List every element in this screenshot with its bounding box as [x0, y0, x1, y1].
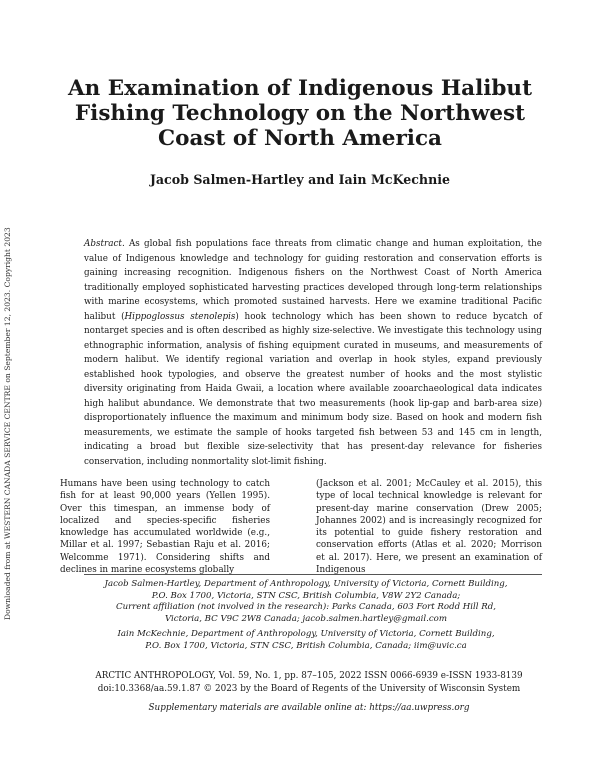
journal-citation-line-1: ARCTIC ANTHROPOLOGY, Vol. 59, No. 1, pp. 87–105, 2022 ISSN 0066-6939 e-ISSN 1933-8139 — [95, 671, 523, 681]
affiliation-salmen-hartley — [86, 579, 526, 625]
article-title — [60, 76, 540, 151]
abstract-text-part-2: ) hook technology which has been shown to reduce bycatch of nontarget species and is often described as highly size-selective. We investigate this technology using ethnographic information, analysis of fishing equipment curated in museums, and measurements of modern halibut. We identify regional variation and overlap in hook styles, expand previously established hook typologies, and observe the greatest number of hooks and the most stylistic diversity originating from Haida Gwaii, a location where available zooarchaeological data indicates high halibut abundance. We demonstrate that two measurements (hook lip-gap and barb-area size) disproportionately influence the maximum and minimum body size. Based on hook and modern fish measurements, we estimate the sample of hooks targeted fish between 53 and 145 cm in length, indicating a broad but flexible size-selectivity that has present-day relevance for fisheries conservation, including nonmortality slot-limit fishing. — [84, 311, 542, 467]
affiliation-1-line-2: P.O. Box 1700, Victoria, STN CSC, British Columbia, V8W 2Y2 Canada; — [151, 590, 461, 601]
species-name: Hippoglossus stenolepis — [124, 311, 236, 322]
title-line-3: Coast of North America — [158, 126, 442, 151]
affiliation-2-line-2: P.O. Box 1700, Victoria, STN CSC, British Columbia, Canada; iim@uvic.ca — [145, 640, 467, 651]
abstract-label: Abstract. — [84, 239, 125, 249]
article-authors: Jacob Salmen-Hartley and Iain McKechnie — [149, 172, 451, 187]
journal-citation — [74, 670, 544, 695]
footnote-divider — [84, 574, 542, 575]
affiliation-2-line-1: Iain McKechnie, Department of Anthropology, University of Victoria, Cornett Building, — [117, 629, 495, 639]
affiliation-mckechnie — [86, 629, 526, 652]
abstract-text-part-1: As global fish populations face threats from climatic change and human exploitation, the value of Indigenous knowledge and technology for guiding restoration and conservation efforts is gaining increasing recognition. Indigenous fishers on the Northwest Coast of North America traditionally employed sophisticated harvesting practices developed through long-term relationships with marine ecosystems, which promoted sustained harvests. Here we examine traditional Pacific halibut ( — [84, 239, 543, 322]
affiliation-1-line-3: Current affiliation (not involved in the research): Parks Canada, 603 Fort Rodd Hill Rd, — [116, 602, 496, 613]
title-line-2: Fishing Technology on the Northwest — [74, 101, 526, 126]
journal-citation-line-2: doi:10.3368/aa.59.1.87 © 2023 by the Board of Regents of the University of Wisconsin System — [97, 683, 521, 694]
body-column-left: Humans have been using technology to catch fish for at least 90,000 years (Yellen 1995). Over this timespan, an immense body of localized and species-specific fisheries knowledge has accumulated worldwide (e.g., Millar et al. 1997; Sebastian Raju et al. 2016; Welcomme 1971). Considering shifts and declines in marine ecosystems globally — [60, 479, 270, 576]
title-line-1: An Examination of Indigenous Halibut — [67, 76, 532, 101]
supplementary-note: Supplementary materials are available online at: https://aa.uwpress.org — [148, 703, 470, 713]
abstract — [84, 237, 542, 469]
affiliation-1-line-1: Jacob Salmen-Hartley, Department of Anthropology, University of Victoria, Cornett Building, — [104, 579, 508, 589]
affiliation-1-line-4: Victoria, BC V9C 2W8 Canada; jacob.salmen.hartley@gmail.com — [165, 613, 447, 624]
body-column-right: (Jackson et al. 2001; McCauley et al. 2015), this type of local technical knowledge is relevant for present-day marine conservation (Drew 2005; Johannes 2002) and is increasingly recognized for its potential to guide fishery restoration and conservation efforts (Atlas et al. 2020; Morrison et al. 2017). Here, we present an examination of Indigenous — [316, 479, 542, 576]
download-notice: Downloaded from at WESTERN CANADA SERVICE CENTRE on September 12, 2023. Copyright 2023 — [3, 227, 12, 620]
